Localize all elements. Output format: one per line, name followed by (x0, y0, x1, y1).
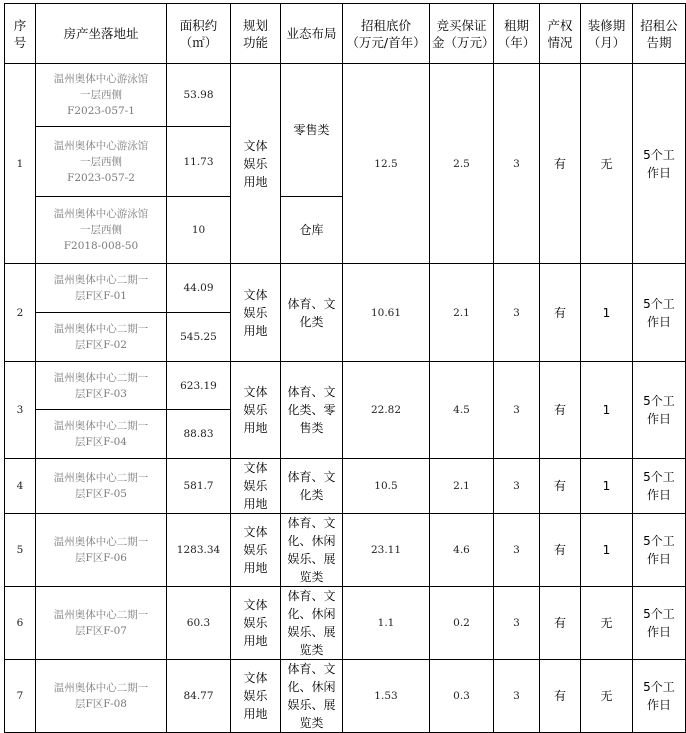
row-layout: 体育、文 化类、零 售类 (281, 362, 343, 459)
header-area: 面积约 （㎡） (167, 4, 231, 64)
row-term: 3 (494, 514, 540, 587)
row-deposit: 2.5 (430, 64, 494, 264)
header-price: 招租底价 （万元/首年） (343, 4, 430, 64)
header-renovation: 装修期 （月） (581, 4, 633, 64)
row-seq: 5 (5, 514, 36, 587)
header-term: 租期 （年） (494, 4, 540, 64)
header-title-status: 产权 情况 (540, 4, 581, 64)
row-area: 44.09 (167, 264, 231, 313)
table-row (5, 264, 686, 313)
row-term: 3 (494, 459, 540, 514)
row-area: 10 (167, 197, 231, 264)
row-address: 温州奥体中心游泳馆 一层西侧 F2023-057-1 (36, 64, 167, 127)
row-price: 1.53 (343, 660, 430, 733)
row-deposit: 4.5 (430, 362, 494, 459)
table-row (5, 64, 686, 127)
row-deposit: 2.1 (430, 264, 494, 362)
row-area: 581.7 (167, 459, 231, 514)
table-row (5, 660, 686, 733)
row-renovation: 无 (581, 587, 633, 660)
row-price: 12.5 (343, 64, 430, 264)
row-seq: 7 (5, 660, 36, 733)
row-notice: 5个工 作日 (633, 459, 686, 514)
table-row (5, 362, 686, 410)
row-term: 3 (494, 362, 540, 459)
header-layout: 业态布局 (281, 4, 343, 64)
row-layout: 零售类 (281, 64, 343, 197)
row-area: 1283.34 (167, 514, 231, 587)
row-seq: 1 (5, 64, 36, 264)
row-area: 84.77 (167, 660, 231, 733)
row-renovation: 1 (581, 459, 633, 514)
row-renovation: 1 (581, 264, 633, 362)
row-price: 23.11 (343, 514, 430, 587)
row-layout: 体育、文 化类 (281, 459, 343, 514)
row-price: 10.5 (343, 459, 430, 514)
row-area: 53.98 (167, 64, 231, 127)
row-address: 温州奥体中心二期一 层F区F-07 (36, 587, 167, 660)
table-row (5, 459, 686, 514)
lease-table (4, 3, 686, 733)
row-title-status: 有 (540, 64, 581, 264)
row-layout: 体育、文 化、休闲 娱乐、展 览类 (281, 587, 343, 660)
row-seq: 6 (5, 587, 36, 660)
row-renovation: 1 (581, 362, 633, 459)
row-renovation: 无 (581, 64, 633, 264)
row-seq: 3 (5, 362, 36, 459)
row-address: 温州奥体中心二期一 层F区F-03 (36, 362, 167, 410)
row-address: 温州奥体中心游泳馆 一层西侧 F2023-057-2 (36, 127, 167, 197)
row-notice: 5个工 作日 (633, 514, 686, 587)
header-row (5, 4, 686, 64)
row-address: 温州奥体中心二期一 层F区F-08 (36, 660, 167, 733)
header-seq: 序 号 (5, 4, 36, 64)
row-notice: 5个工 作日 (633, 264, 686, 362)
row-deposit: 0.2 (430, 587, 494, 660)
header-function: 规划 功能 (231, 4, 281, 64)
header-address: 房产坐落地址 (36, 4, 167, 64)
row-address: 温州奥体中心二期一 层F区F-05 (36, 459, 167, 514)
row-function: 文体 娱乐 用地 (231, 264, 281, 362)
row-title-status: 有 (540, 514, 581, 587)
row-title-status: 有 (540, 264, 581, 362)
row-title-status: 有 (540, 459, 581, 514)
row-seq: 4 (5, 459, 36, 514)
row-function: 文体 娱乐 用地 (231, 459, 281, 514)
row-renovation: 无 (581, 660, 633, 733)
row-title-status: 有 (540, 587, 581, 660)
row-layout: 体育、文 化、休闲 娱乐、展 览类 (281, 514, 343, 587)
row-term: 3 (494, 587, 540, 660)
header-deposit: 竞买保证 金（万元） (430, 4, 494, 64)
row-term: 3 (494, 660, 540, 733)
row-term: 3 (494, 264, 540, 362)
row-title-status: 有 (540, 362, 581, 459)
row-function: 文体 娱乐 用地 (231, 587, 281, 660)
row-notice: 5个工 作日 (633, 64, 686, 264)
row-layout: 体育、文 化、休闲 娱乐、展 览类 (281, 660, 343, 733)
row-area: 88.83 (167, 410, 231, 459)
row-layout: 体育、文 化类 (281, 264, 343, 362)
row-area: 545.25 (167, 313, 231, 362)
row-area: 11.73 (167, 127, 231, 197)
row-title-status: 有 (540, 660, 581, 733)
row-notice: 5个工 作日 (633, 587, 686, 660)
row-function: 文体 娱乐 用地 (231, 514, 281, 587)
row-term: 3 (494, 64, 540, 264)
row-address: 温州奥体中心二期一 层F区F-04 (36, 410, 167, 459)
row-notice: 5个工 作日 (633, 362, 686, 459)
row-function: 文体 娱乐 用地 (231, 362, 281, 459)
row-function: 文体 娱乐 用地 (231, 660, 281, 733)
row-address: 温州奥体中心二期一 层F区F-01 (36, 264, 167, 313)
row-price: 10.61 (343, 264, 430, 362)
row-area: 60.3 (167, 587, 231, 660)
table-row (5, 514, 686, 587)
row-function: 文体 娱乐 用地 (231, 64, 281, 264)
row-seq: 2 (5, 264, 36, 362)
row-notice: 5个工 作日 (633, 660, 686, 733)
row-renovation: 1 (581, 514, 633, 587)
row-deposit: 2.1 (430, 459, 494, 514)
row-deposit: 4.6 (430, 514, 494, 587)
row-address: 温州奥体中心游泳馆 一层西侧 F2018-008-50 (36, 197, 167, 264)
row-address: 温州奥体中心二期一 层F区F-02 (36, 313, 167, 362)
row-deposit: 0.3 (430, 660, 494, 733)
header-notice: 招租公 告期 (633, 4, 686, 64)
row-price: 1.1 (343, 587, 430, 660)
row-price: 22.82 (343, 362, 430, 459)
row-area: 623.19 (167, 362, 231, 410)
row-address: 温州奥体中心二期一 层F区F-06 (36, 514, 167, 587)
table-row (5, 587, 686, 660)
row-layout: 仓库 (281, 197, 343, 264)
